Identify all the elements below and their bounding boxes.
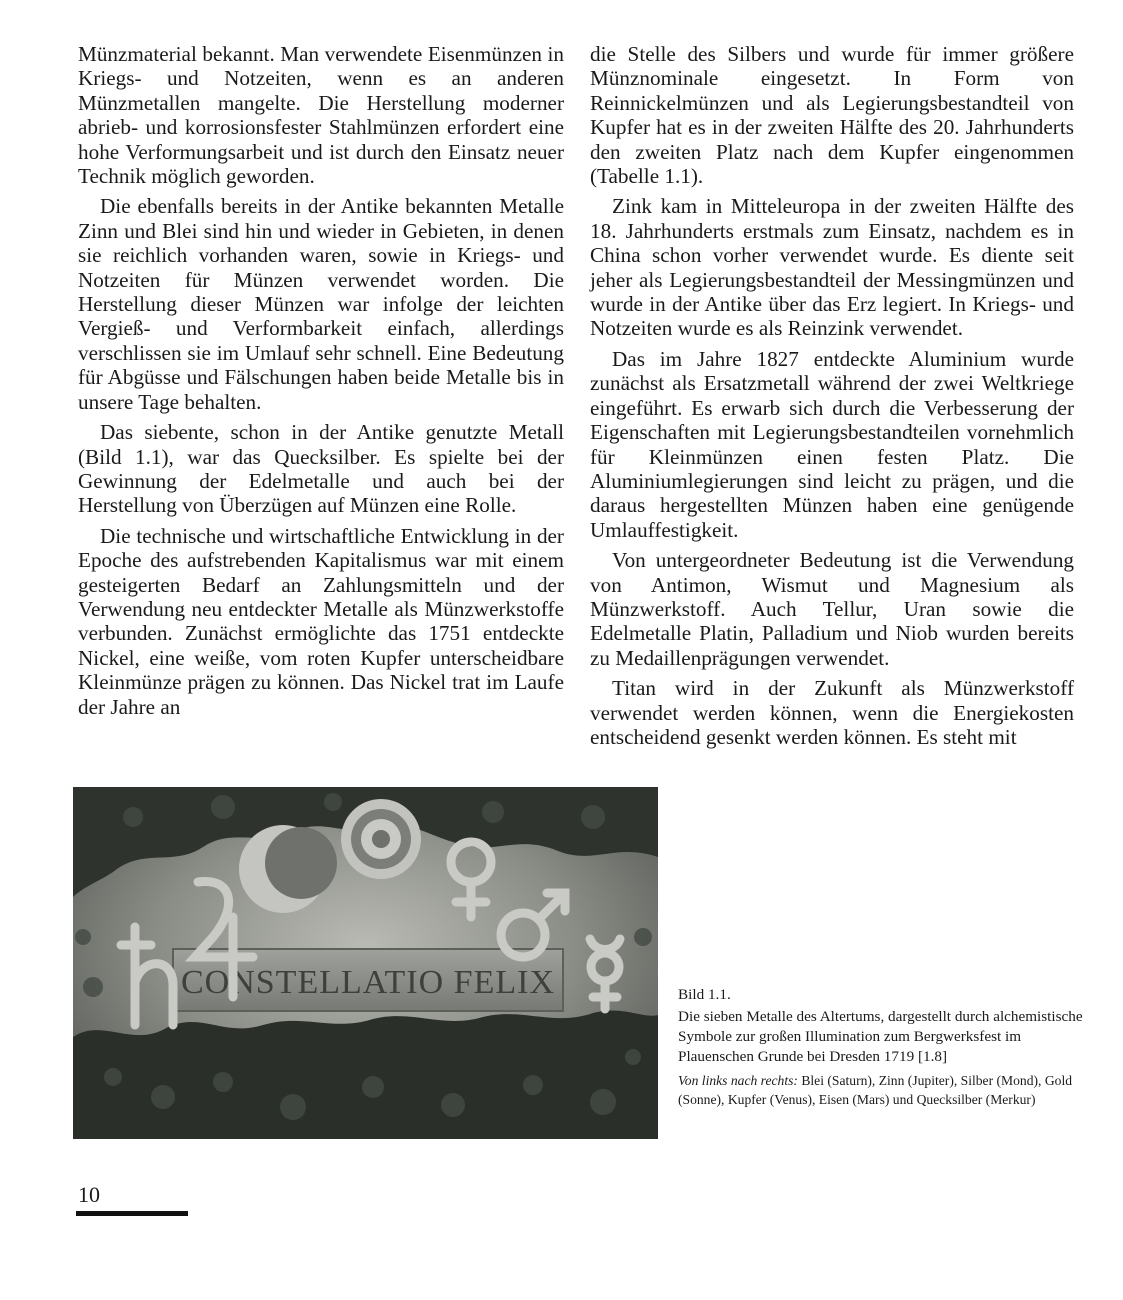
sun-symbol	[341, 799, 421, 879]
alchemical-illumination-image	[73, 787, 658, 1139]
paragraph: Das siebente, schon in der Antike genutzte Metall (Bild 1.1), war das Quecksilber. Es spielte bei der Gewinnung der Edelmetalle und auch bei der Herstellung von Überzügen auf Münzen eine Rolle.	[78, 420, 564, 518]
paragraph: Die ebenfalls bereits in der Antike bekannten Metalle Zinn und Blei sind hin und wieder in Gebieten, in denen sie reichlich vorhanden waren, sowie in Kriegs- und Notzeiten für Münzen verwendet worden. Die Herstellung dieser Münzen war infolge der leichten Vergieß- und Verformbarkeit einfach, allerdings verschlissen sie im Umlauf sehr schnell. Eine Bedeutung für Abgüsse und Fälschungen haben beide Metalle bis in unsere Tage behalten.	[78, 194, 564, 414]
paragraph: Die technische und wirtschaftliche Entwicklung in der Epoche des aufstrebenden Kapitalismus war mit einem gesteigerten Bedarf an Zahlungsmitteln und der Verwendung neu entdeckter Metalle als Münzwerkstoffe verbunden. Zunächst ermöglichte das 1751 entdeckte Nickel, eine weiße, vom roten Kupfer unterscheidbare Kleinmünze prägen zu können. Das Nickel trat im Laufe der Jahre an	[78, 523, 564, 719]
paragraph: Das im Jahre 1827 entdeckte Aluminium wurde zunächst als Ersatzmetall während der zwei Weltkriege eingeführt. Es erwarb sich durch die Verbesserung der Eigenschaften mit Legierungsbestandteilen vornehmlich für Kleinmünzen einen festen Platz. Die Aluminiumlegierungen sind leicht zu prägen, und die daraus hergestellten Münzen haben eine genügende Umlauffestigkeit.	[590, 346, 1074, 542]
paragraph: Titan wird in der Zukunft als Münzwerkstoff verwendet werden können, wenn die Energiekosten entscheidend gesenkt werden können. Es steht mit	[590, 676, 1074, 749]
figure-inscription: CONSTELLATIO FELIX	[180, 964, 556, 1001]
left-text-column	[78, 42, 564, 725]
paragraph: Münzmaterial bekannt. Man verwendete Eisenmünzen in Kriegs- und Notzeiten, wenn es an anderen Münzmetallen mangelte. Die Herstellung moderner abrieb- und korrosionsfester Stahlmünzen erfordert eine hohe Verformungsarbeit und ist durch den Einsatz neuer Technik möglich geworden.	[78, 42, 564, 189]
figure-caption	[678, 985, 1098, 1109]
figure-photo	[73, 787, 658, 1139]
paragraph: Von untergeordneter Bedeutung ist die Verwendung von Antimon, Wismut und Magnesium als Münzwerkstoff. Auch Tellur, Uran sowie die Edelmetalle Platin, Palladium und Niob wurden bereits zu Medaillenprägungen verwendet.	[590, 548, 1074, 670]
page-number-rule	[76, 1211, 188, 1216]
paragraph: Zink kam in Mitteleuropa in der zweiten Hälfte des 18. Jahrhunderts erstmals zum Einsatz, nachdem es in China schon vorher verwendet wurde. Es diente seit jeher als Legierungsbestandteil der Messingmünzen und wurde in der Antike über das Erz legiert. In Kriegs- und Notzeiten wurde es als Reinzink verwendet.	[590, 194, 1074, 341]
paragraph: die Stelle des Silbers und wurde für immer größere Münznominale eingesetzt. In Form von Reinnickelmünzen und als Legierungsbestandteil von Kupfer hat es in der zweiten Hälfte des 20. Jahrhunderts den zweiten Platz nach dem Kupfer eingenommen (Tabelle 1.1).	[590, 42, 1074, 189]
figure-label: Bild 1.1.	[678, 986, 731, 1003]
caption-legend-text: Blei (Saturn), Zinn (Jupiter), Silber (Mond), Gold (Sonne), Kupfer (Venus), Eisen (Mars) und Quecksilber (Merkur)	[678, 1073, 1073, 1107]
caption-legend-prefix: Von links nach rechts:	[678, 1073, 798, 1088]
right-text-column	[590, 42, 1074, 755]
caption-text: Die sieben Metalle des Altertums, dargestellt durch alchemistische Symbole zur großen Illumination zum Bergwerksfest im Plauenschen Grunde bei Dresden 1719 [1.8]	[678, 1008, 1083, 1065]
caption-legend	[678, 1071, 1098, 1109]
page-number: 10	[78, 1182, 100, 1207]
